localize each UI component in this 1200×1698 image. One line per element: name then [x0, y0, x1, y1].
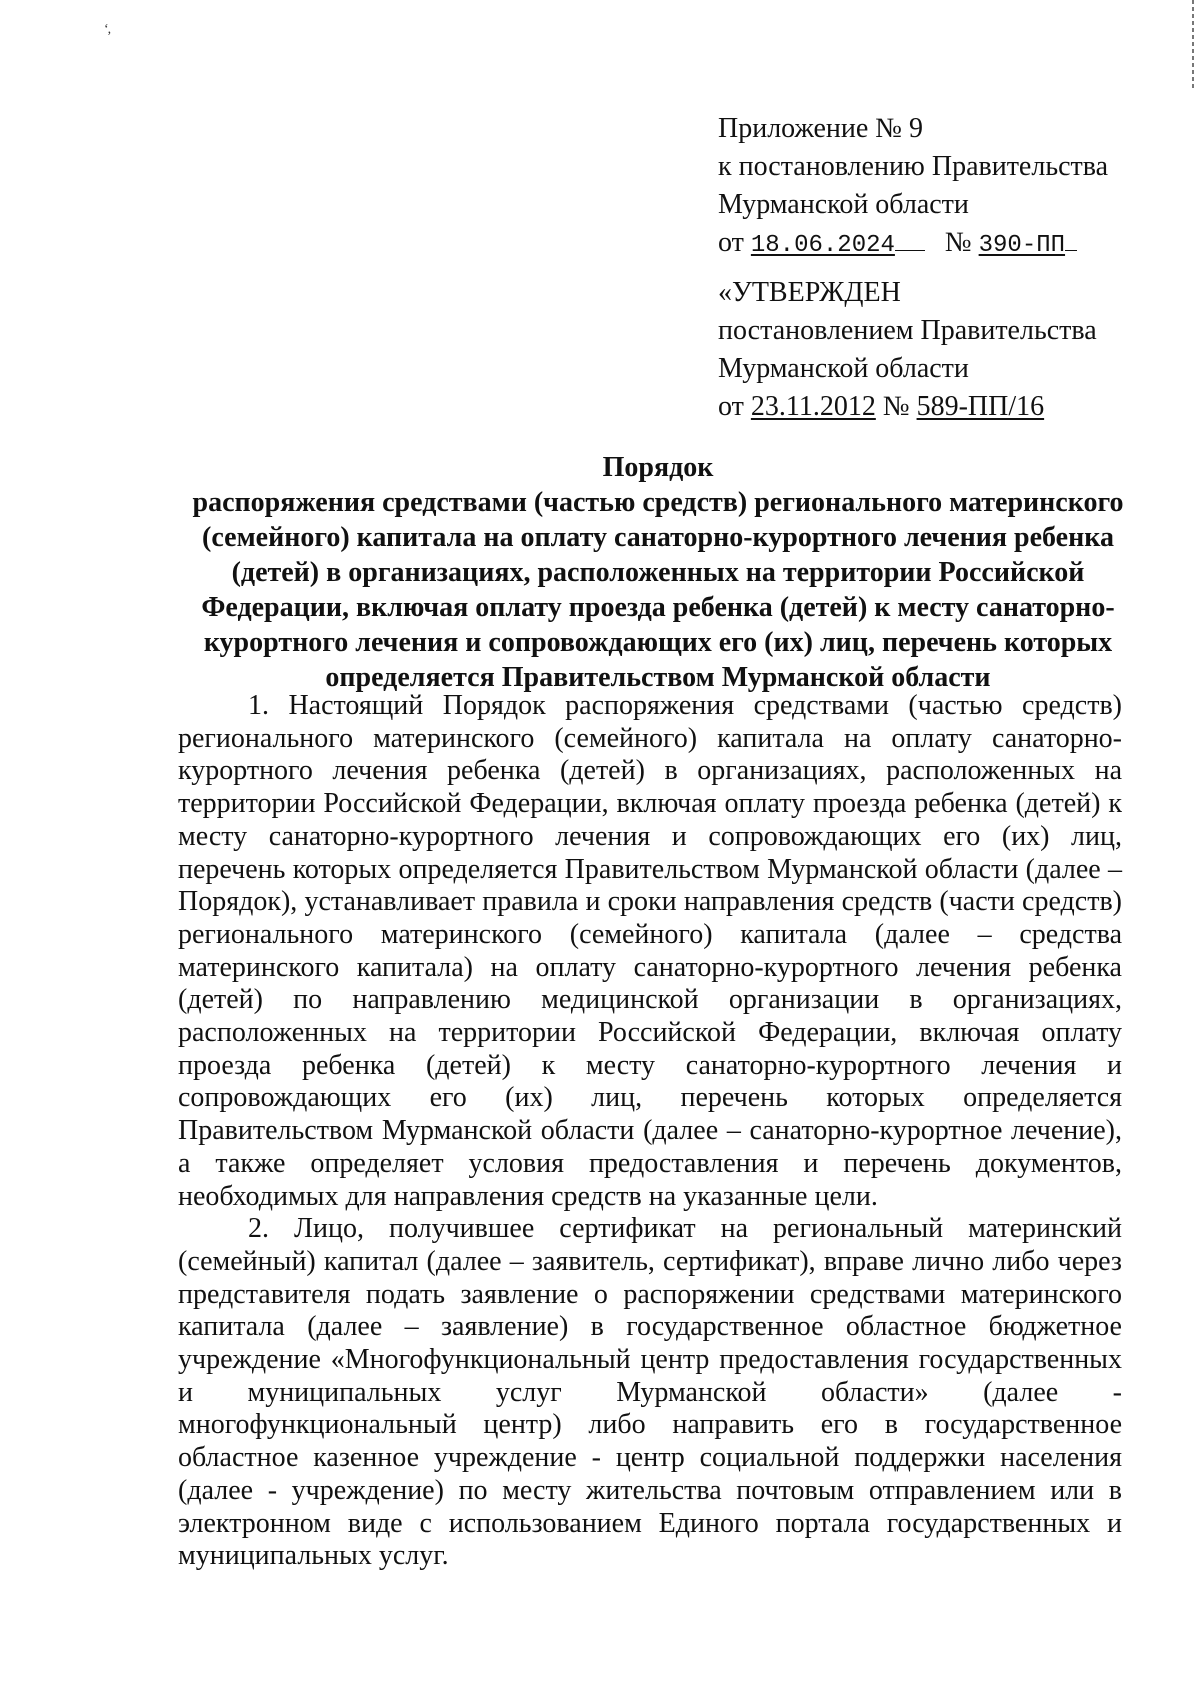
annex-date-underline [895, 246, 925, 251]
approved-number-prefix: № [882, 391, 910, 422]
scan-edge-line [1192, 0, 1194, 90]
title-line: курортного лечения и сопровождающих его (их) лиц, перечень которых [203, 627, 1113, 658]
annex-date-line [718, 224, 1178, 265]
annex-reference: к постановлению Правительства [718, 151, 1109, 182]
title-heading: Порядок [602, 452, 714, 483]
annex-title: Приложение № 9 [718, 113, 923, 144]
annex-header [718, 110, 1178, 265]
approved-number: 589-ПП/16 [916, 391, 1045, 422]
title-line: распоряжения средствами (частью средств) регионального материнского [192, 487, 1124, 518]
document-title [168, 450, 1148, 695]
approved-date: 23.11.2012 [750, 391, 876, 422]
approved-header [718, 274, 1178, 426]
annex-date: 18.06.2024 [750, 232, 895, 259]
annex-number: 390-ПП [978, 232, 1066, 259]
title-line: (семейного) капитала на оплату санаторно-курортного лечения ребенка [202, 522, 1114, 553]
approved-reference: постановлением Правительства [718, 315, 1097, 346]
approved-title: «УТВЕРЖДЕН [718, 277, 901, 308]
title-line: Федерации, включая оплату проезда ребенка (детей) к месту санаторно- [201, 592, 1115, 623]
annex-date-prefix: от [718, 227, 744, 258]
approved-date-line [718, 388, 1178, 426]
approved-date-prefix: от [718, 391, 744, 422]
title-line: (детей) в организациях, расположенных на территории Российской [231, 557, 1085, 588]
document-body [178, 690, 1122, 1573]
paragraph-1: 1. Настоящий Порядок распоряжения средствами (частью средств) регионального материнского (семейного) капитала на оплату санаторно-курортного лечения ребенка (детей) в организациях, расположенных на территории Российской Федерации, включая оплату проезда ребенка (детей) к месту санаторно-курортного лечения и сопровождающих его (их) лиц, перечень которых определяется Правительством Мурманской области (далее – Порядок), устанавливает правила и сроки направления средств (части средств) регионального материнского (семейного) капитала (далее – средства материнского капитала) на оплату санаторно-курортного лечения ребенка (детей) по направлению медицинской организации в организациях, расположенных на территории Российской Федерации, включая оплату проезда ребенка (детей) к месту санаторно-курортного лечения и сопровождающих его (их) лиц, перечень которых определяется Правительством Мурманской области (далее – санаторно-курортное лечение), а также определяет условия предоставления и перечень документов, необходимых для направления средств на указанные цели. [178, 690, 1122, 1212]
annex-number-prefix: № [944, 227, 972, 258]
title-line: определяется Правительством Мурманской области [325, 662, 991, 693]
annex-number-underline [1065, 246, 1077, 251]
approved-region: Мурманской области [718, 353, 969, 384]
paragraph-2: 2. Лицо, получившее сертификат на региональный материнский (семейный) капитал (далее – заявитель, сертификат), вправе лично либо через представителя подать заявление о распоряжении средствами материнского капитала (далее – заявление) в государственное областное бюджетное учреждение «Многофункциональный центр предоставления государственных и муниципальных услуг Мурманской области» (далее - многофункциональный центр) либо направить его в государственное областное казенное учреждение - центр социальной поддержки населения (далее - учреждение) по месту жительства почтовым отправлением или в электронном виде с использованием Единого портала государственных и муниципальных услуг. [178, 1213, 1122, 1572]
annex-region: Мурманской области [718, 189, 969, 220]
scan-artifact-mark: ‘, [104, 22, 111, 37]
